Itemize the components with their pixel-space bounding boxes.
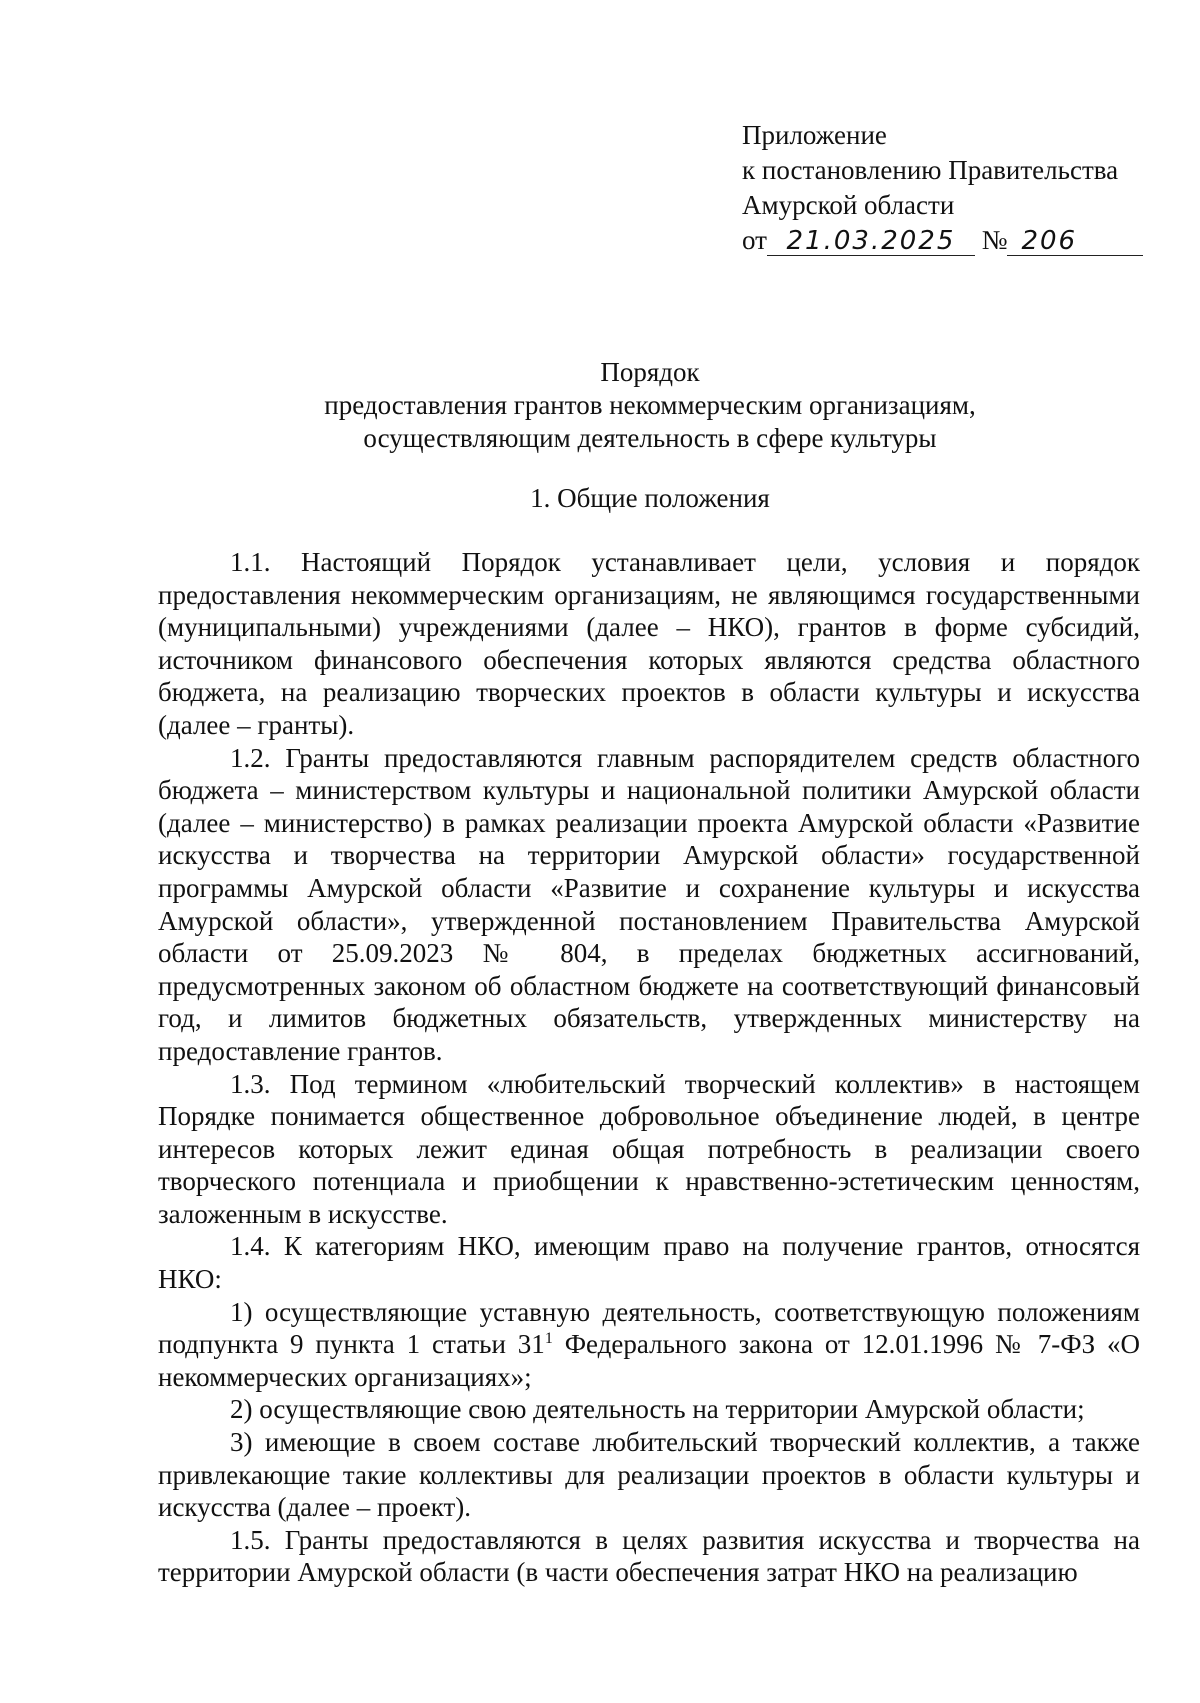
appendix-block xyxy=(742,118,1143,258)
list-item-1-text: 1) осуществляющие уставную деятельность, соответствующую положениям подпункта 9 пункта 1 статьи 31 xyxy=(158,1296,1140,1360)
title-line-3: осуществляющим деятельность в сфере культуры xyxy=(363,423,937,453)
date-prefix: от xyxy=(742,225,767,255)
document-title xyxy=(150,356,1150,455)
handwritten-number: 206 xyxy=(1007,227,1143,256)
appendix-region: Амурской области xyxy=(742,190,955,220)
paragraph-1-1: 1.1. Настоящий Порядок устанавливает цели, условия и порядок предоставления некоммерческим организациям, не являющимся государственными (муниципальными) учреждениями (далее – НКО), грантов в форме субсидий, источником финансового обеспечения которых являются средства областного бюджета, на реализацию творческих проектов в области культуры и искусства (далее – гранты). xyxy=(158,547,1140,740)
number-label: № xyxy=(981,225,1008,255)
title-line-2: предоставления грантов некоммерческим организациям, xyxy=(324,390,976,420)
list-item-2: 2) осуществляющие свою деятельность на территории Амурской области; xyxy=(230,1394,1085,1425)
appendix-date-number xyxy=(742,223,1143,258)
document-body xyxy=(158,546,1140,1589)
article-superscript: 1 xyxy=(544,1330,553,1348)
appendix-resolution: к постановлению Правительства xyxy=(742,155,1119,185)
paragraph-1-2: 1.2. Гранты предоставляются главным распорядителем средств областного бюджета – министерством культуры и национальной политики Амурской области (далее – министерство) в рамках реализации проекта Амурской области «Развитие искусства и творчества на территории Амурской области» государственной программы Амурской области «Развитие и сохранение культуры и искусства Амурской области», утвержденной постановлением Правительства Амурской области от 25.09.2023 № 804, в пределах бюджетных ассигнований, предусмотренных законом об областном бюджете на соответствующий финансовый год, и лимитов бюджетных обязательств, утвержденных министерству на предоставление грантов. xyxy=(158,742,1140,1066)
list-item-3: 3) имеющие в своем составе любительский творческий коллектив, а также привлекающие такие коллективы для реализации проектов в области культуры и искусства (далее – проект). xyxy=(158,1427,1140,1523)
paragraph-1-4: 1.4. К категориям НКО, имеющим право на получение грантов, относятся НКО: xyxy=(158,1231,1140,1295)
appendix-label: Приложение xyxy=(742,120,887,150)
title-line-1: Порядок xyxy=(600,357,700,387)
list-item-1 xyxy=(158,1296,1140,1394)
paragraph-1-3: 1.3. Под термином «любительский творческий коллектив» в настоящем Порядке понимается общественное добровольное объединение людей, в центре интересов которых лежит единая общая потребность в реализации своего творческого потенциала и приобщении к нравственно-эстетическим ценностям, заложенным в искусстве. xyxy=(158,1068,1140,1229)
section-heading: 1. Общие положения xyxy=(530,483,770,513)
handwritten-date: 21.03.2025 xyxy=(767,227,975,256)
list-item-1-tail: Федерального закона от 12.01.1996 № 7-ФЗ «О некоммерческих организациях»; xyxy=(158,1329,1141,1392)
paragraph-1-5: 1.5. Гранты предоставляются в целях развития искусства и творчества на территории Амурской области (в части обеспечения затрат НКО на реализацию xyxy=(158,1524,1140,1588)
